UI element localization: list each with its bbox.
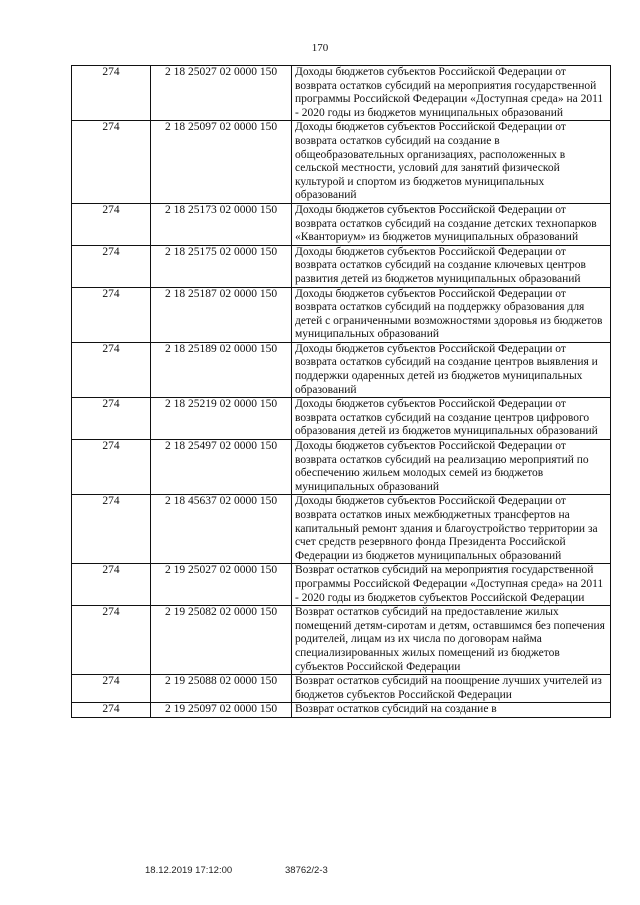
admin-code-cell: 274 bbox=[72, 606, 151, 675]
table-row bbox=[72, 342, 611, 397]
table-row bbox=[72, 675, 611, 703]
budget-code-cell: 2 18 25219 02 0000 150 bbox=[151, 398, 292, 440]
admin-code-cell: 274 bbox=[72, 66, 151, 121]
footer-doc-id: 38762/2-3 bbox=[285, 865, 328, 876]
admin-code-cell: 274 bbox=[72, 564, 151, 606]
table-row bbox=[72, 606, 611, 675]
admin-code-cell: 274 bbox=[72, 703, 151, 718]
admin-code-cell: 274 bbox=[72, 675, 151, 703]
description-cell: Доходы бюджетов субъектов Российской Федерации от возврата остатков субсидий на создание детских технопарков «Кванториум» из бюджетов муниципальных образований bbox=[292, 203, 611, 245]
budget-code-cell: 2 18 25173 02 0000 150 bbox=[151, 203, 292, 245]
table-row bbox=[72, 398, 611, 440]
description-cell: Возврат остатков субсидий на поощрение лучших учителей из бюджетов субъектов Российской Федерации bbox=[292, 675, 611, 703]
table-row bbox=[72, 66, 611, 121]
description-cell: Доходы бюджетов субъектов Российской Федерации от возврата остатков субсидий на создание ключевых центров развития детей из бюджетов муниципальных образований bbox=[292, 245, 611, 287]
budget-code-cell: 2 18 25187 02 0000 150 bbox=[151, 287, 292, 342]
description-cell: Доходы бюджетов субъектов Российской Федерации от возврата остатков субсидий на мероприятия государственной программы Российской Федерации «Доступная среда» на 2011 - 2020 годы из бюджетов муниципальных образований bbox=[292, 66, 611, 121]
description-cell: Доходы бюджетов субъектов Российской Федерации от возврата остатков субсидий на создание центров цифрового образования детей из бюджетов муниципальных образований bbox=[292, 398, 611, 440]
admin-code-cell: 274 bbox=[72, 495, 151, 564]
description-cell: Возврат остатков субсидий на предоставление жилых помещений детям-сиротам и детям, оставшимся без попечения родителей, лицам из их числа по договорам найма специализированных жилых помещений из бюджетов субъектов Российской Федерации bbox=[292, 606, 611, 675]
budget-classification-table bbox=[71, 65, 611, 718]
admin-code-cell: 274 bbox=[72, 287, 151, 342]
table-row bbox=[72, 564, 611, 606]
admin-code-cell: 274 bbox=[72, 398, 151, 440]
budget-code-cell: 2 18 25497 02 0000 150 bbox=[151, 440, 292, 495]
admin-code-cell: 274 bbox=[72, 342, 151, 397]
budget-code-cell: 2 18 25175 02 0000 150 bbox=[151, 245, 292, 287]
budget-code-cell: 2 19 25082 02 0000 150 bbox=[151, 606, 292, 675]
description-cell: Доходы бюджетов субъектов Российской Федерации от возврата остатков субсидий на поддержку образования для детей с ограниченными возможностями здоровья из бюджетов муниципальных образований bbox=[292, 287, 611, 342]
description-cell: Доходы бюджетов субъектов Российской Федерации от возврата остатков субсидий на создание в общеобразовательных организациях, расположенных в сельской местности, условий для занятий физической культурой и спортом из бюджетов муниципальных образований bbox=[292, 121, 611, 204]
budget-code-cell: 2 19 25027 02 0000 150 bbox=[151, 564, 292, 606]
budget-code-cell: 2 19 25088 02 0000 150 bbox=[151, 675, 292, 703]
footer-datetime: 18.12.2019 17:12:00 bbox=[145, 865, 233, 876]
admin-code-cell: 274 bbox=[72, 121, 151, 204]
page-number: 170 bbox=[311, 42, 329, 54]
table-row bbox=[72, 203, 611, 245]
description-cell: Доходы бюджетов субъектов Российской Федерации от возврата остатков субсидий на реализацию мероприятий по обеспечению жильем молодых семей из бюджетов муниципальных образований bbox=[292, 440, 611, 495]
admin-code-cell: 274 bbox=[72, 203, 151, 245]
description-cell: Возврат остатков субсидий на мероприятия государственной программы Российской Федерации «Доступная среда» на 2011 - 2020 годы из бюджетов субъектов Российской Федерации bbox=[292, 564, 611, 606]
admin-code-cell: 274 bbox=[72, 245, 151, 287]
budget-code-cell: 2 18 45637 02 0000 150 bbox=[151, 495, 292, 564]
table-row bbox=[72, 495, 611, 564]
description-cell: Доходы бюджетов субъектов Российской Федерации от возврата остатков субсидий на создание центров выявления и поддержки одаренных детей из бюджетов муниципальных образований bbox=[292, 342, 611, 397]
table-row bbox=[72, 440, 611, 495]
table-body bbox=[72, 66, 611, 718]
budget-code-cell: 2 18 25097 02 0000 150 bbox=[151, 121, 292, 204]
table-row bbox=[72, 121, 611, 204]
budget-code-cell: 2 19 25097 02 0000 150 bbox=[151, 703, 292, 718]
description-cell: Доходы бюджетов субъектов Российской Федерации от возврата остатков иных межбюджетных трансфертов на капитальный ремонт здания и благоустройство территории за счет средств резервного фонда Президента Российской Федерации из бюджетов муниципальных образований bbox=[292, 495, 611, 564]
table-row bbox=[72, 287, 611, 342]
table-row bbox=[72, 245, 611, 287]
budget-code-cell: 2 18 25027 02 0000 150 bbox=[151, 66, 292, 121]
table-row bbox=[72, 703, 611, 718]
description-cell: Возврат остатков субсидий на создание в bbox=[292, 703, 611, 718]
admin-code-cell: 274 bbox=[72, 440, 151, 495]
budget-code-cell: 2 18 25189 02 0000 150 bbox=[151, 342, 292, 397]
